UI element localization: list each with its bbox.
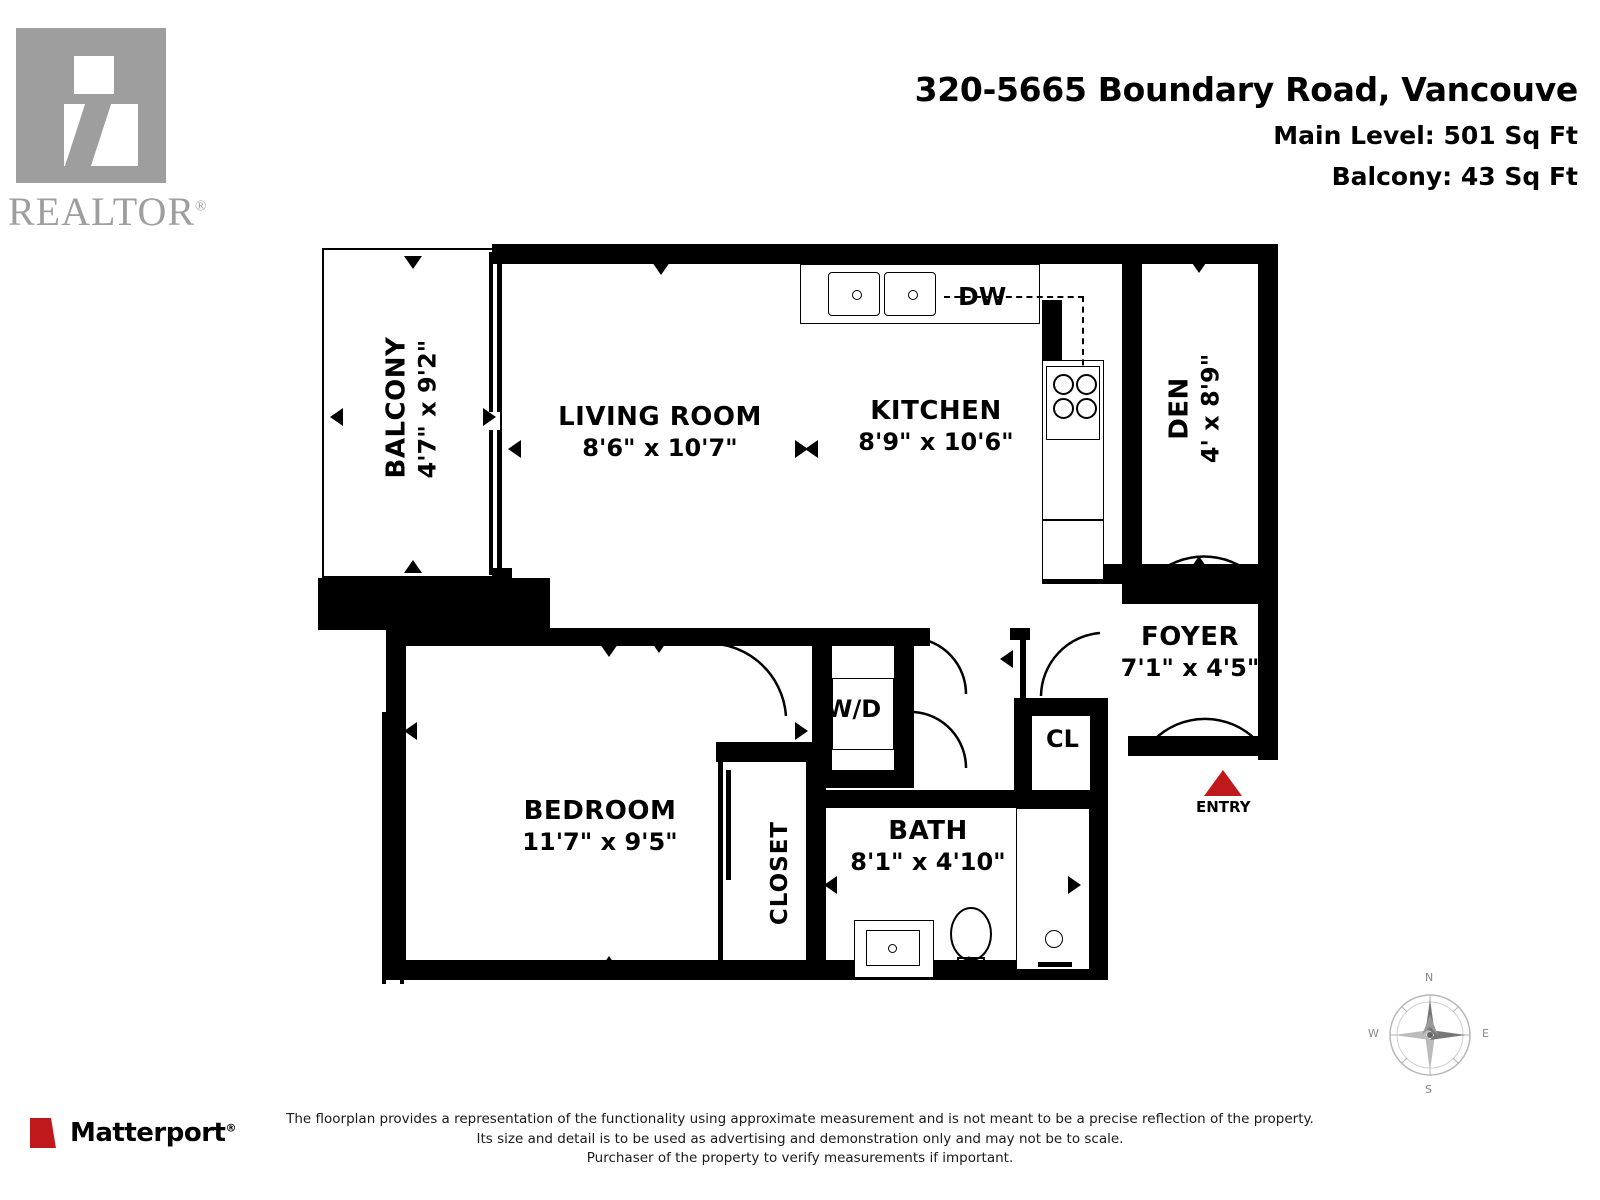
wall-living-left-top: [492, 244, 512, 260]
main-level-area: Main Level: 501 Sq Ft: [1273, 121, 1578, 150]
dim-arrow-kitchen-left: [805, 440, 818, 458]
dim-arrow-living-top: [652, 262, 670, 275]
wall-wd-top: [812, 628, 914, 646]
dishwasher-dashed-line-vertical: [1082, 296, 1084, 376]
dim-arrow-bath-bottom: [960, 956, 978, 969]
room-dims-balcony: 4'7" x 9'2": [413, 339, 442, 479]
disclaimer: [0, 1110, 1600, 1169]
bathtub-drain-icon: [1045, 930, 1063, 948]
den-door-leaf: [1152, 572, 1256, 577]
dim-arrow-foyer-left: [1000, 650, 1013, 668]
entry-door-leaf: [1150, 740, 1258, 745]
matterport-name-text: Matterport: [70, 1118, 226, 1148]
bedroom-window-outer: [382, 712, 386, 984]
room-label-living-room: [540, 402, 780, 463]
entry-label: ENTRY: [1196, 798, 1251, 816]
room-dims-bedroom: 11'7" x 9'5": [522, 827, 678, 856]
dim-arrow-bath-left: [824, 876, 837, 894]
dim-arrow-den-left: [1128, 408, 1141, 426]
room-label-balcony: [381, 336, 443, 479]
sink-drain-left-icon: [852, 290, 862, 300]
dishwasher-label: DW: [958, 282, 1007, 311]
bedroom-window-inner: [400, 712, 404, 984]
dim-arrow-bedroom-left: [404, 722, 417, 740]
dim-arrow-living-bottom: [650, 640, 668, 653]
wall-wd-bottom: [812, 770, 914, 788]
page-title: 320-5665 Boundary Road, Vancouve: [914, 70, 1578, 109]
dim-arrow-bedroom-bottom: [600, 956, 618, 969]
dim-arrow-den-bottom: [1190, 556, 1208, 569]
room-label-foyer: [1100, 622, 1280, 683]
room-name-bath: BATH: [888, 816, 968, 846]
matterport-trademark: ®: [225, 1121, 236, 1135]
room-name-living-room: LIVING ROOM: [558, 402, 762, 432]
realtor-trademark: ®: [195, 198, 208, 215]
wd-bifold-doors-icon: [912, 636, 972, 786]
entry-marker: [1196, 770, 1250, 816]
compass-north-label: N: [1425, 971, 1434, 984]
room-name-foyer: FOYER: [1140, 622, 1240, 652]
disclaimer-line-2: Its size and detail is to be used as advertising and demonstration only and may not be to scale.: [476, 1130, 1124, 1147]
balcony-door-rail-upper2: [497, 252, 501, 412]
dim-arrow-living-left: [508, 440, 521, 458]
entry-arrow-icon: [1204, 770, 1242, 796]
room-name-kitchen: KITCHEN: [870, 396, 1002, 426]
closet-door-track: [718, 760, 723, 976]
dim-arrow-balcony-right: [483, 408, 496, 426]
stove-burner-3-icon: [1053, 398, 1074, 419]
room-label-bath: [838, 816, 1018, 877]
balcony-area: Balcony: 43 Sq Ft: [1331, 162, 1578, 191]
room-label-bedroom: [490, 796, 710, 857]
bathtub-faucet-icon: [1038, 962, 1072, 967]
stove-burner-4-icon: [1076, 398, 1097, 419]
room-name-bedroom: BEDROOM: [523, 796, 677, 826]
balcony-door-rail-upper: [489, 252, 493, 412]
room-dims-kitchen: 8'9" x 10'6": [858, 427, 1014, 456]
dim-arrow-balcony-bottom: [404, 560, 422, 573]
bedroom-door-leaf: [692, 636, 794, 641]
disclaimer-line-1: The floorplan provides a representation of the functionality using approximate measurement and is not meant to be a precise reflection of the property.: [286, 1111, 1314, 1127]
dim-arrow-balcony-top: [404, 256, 422, 269]
stove-burner-2-icon: [1076, 374, 1097, 395]
sink-drain-right-icon: [908, 290, 918, 300]
compass-east-label: E: [1482, 1027, 1489, 1040]
closet-door-panel: [726, 770, 731, 880]
room-label-kitchen: [838, 396, 1034, 457]
balcony-door-rail-lower: [489, 430, 493, 575]
wall-closet-left-top: [716, 742, 736, 760]
dim-arrow-bath-right: [1068, 876, 1081, 894]
foyer-left-door-leaf: [1020, 634, 1026, 702]
wall-block-below-balcony: [318, 578, 550, 630]
dim-arrow-bedroom-right: [795, 722, 808, 740]
wall-top-living-kitchen: [492, 244, 1142, 264]
disclaimer-line-3: Purchaser of the property to verify measurements if important.: [586, 1150, 1014, 1167]
dim-arrow-den-top: [1190, 260, 1208, 273]
balcony-door-rail-lower2: [497, 430, 501, 575]
wall-foyer-top: [1122, 584, 1278, 604]
wall-bath-right: [1090, 698, 1108, 980]
compass-south-label: S: [1425, 1083, 1432, 1096]
dim-arrow-bedroom-top: [600, 644, 618, 657]
bath-door-leaf: [886, 792, 978, 798]
room-dims-living-room: 8'6" x 10'7": [582, 433, 738, 462]
bedroom-door-swing-icon: [694, 640, 794, 720]
room-dims-den: 4' x 8'9": [1196, 353, 1225, 464]
dim-arrow-balcony-left: [330, 408, 343, 426]
wall-foyer-left-top: [1010, 628, 1030, 640]
washer-dryer-label: W/D: [826, 695, 882, 723]
room-name-balcony: BALCONY: [381, 336, 412, 479]
room-label-den: [1165, 353, 1226, 463]
closet-cl-label: CL: [1046, 725, 1079, 753]
room-name-den: DEN: [1164, 377, 1195, 440]
realtor-wordmark-text: REALTOR: [8, 189, 196, 234]
vanity-drain-icon: [888, 944, 897, 953]
dim-arrow-foyer-right: [1260, 650, 1273, 668]
wall-wd-right: [894, 628, 914, 788]
wall-cl-left: [1014, 698, 1032, 794]
dim-arrow-wd-top: [908, 628, 926, 641]
room-dims-foyer: 7'1" x 4'5": [1120, 653, 1260, 682]
closet-label: CLOSET: [767, 820, 794, 926]
room-dims-bath: 8'1" x 4'10": [850, 847, 1006, 876]
stove-burner-1-icon: [1053, 374, 1074, 395]
dim-arrow-den-right: [1259, 408, 1272, 426]
wall-foyer-top-corner: [1122, 584, 1142, 604]
kitchen-counter-lower: [1042, 520, 1104, 580]
compass-rose: [1368, 971, 1490, 1096]
compass-west-label: W: [1368, 1027, 1379, 1040]
